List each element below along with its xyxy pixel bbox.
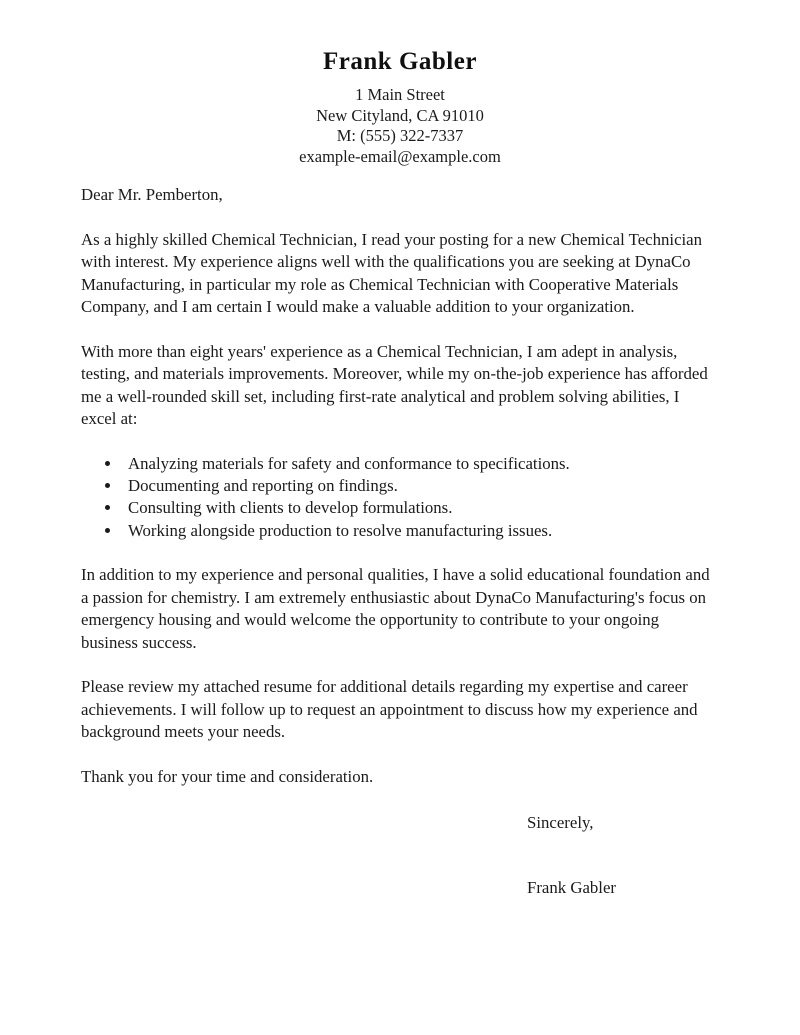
sender-phone: M: (555) 322-7337 — [336, 126, 464, 145]
signature-name: Frank Gabler — [527, 877, 617, 897]
letter-body — [0, 184, 800, 899]
letterhead — [0, 0, 800, 167]
paragraph-experience: With more than eight years' experience as a Chemical Technician, I am adept in analysis, testing, and materials improvements. Moreover, while my on-the-job experience has afforded me a well-rounded skill set, including first-rate analytical and problem solving abilities, I excel at: — [81, 341, 708, 428]
paragraph-follow-up: Please review my attached resume for additional details regarding my expertise and career achievements. I will follow up to request an appointment to discuss how my experience and background meets your needs. — [81, 677, 698, 742]
skills-bullet-list — [81, 453, 716, 543]
bullet-item: • Analyzing materials for safety and conformance to specifications. — [122, 453, 716, 475]
thank-you-line: Thank you for your time and consideration. — [81, 766, 374, 786]
closing-salutation: Sincerely, — [527, 813, 594, 833]
paragraph-education: In addition to my experience and personal qualities, I have a solid educational foundation and a passion for chemistry. I am extremely enthusiastic about DynaCo Manufacturing's focus on emergency housing and would welcome the opportunity to contribute to your ongoing business success. — [81, 565, 710, 652]
sender-email: example-email@example.com — [299, 146, 501, 166]
salutation: Dear Mr. Pemberton, — [81, 185, 223, 204]
bullet-item: • Working alongside production to resolve manufacturing issues. — [122, 520, 716, 542]
sender-city-state-zip: New Cityland, CA 91010 — [316, 105, 484, 125]
sender-name: Frank Gabler — [323, 48, 477, 75]
sender-street: 1 Main Street — [355, 85, 445, 104]
paragraph-introduction: As a highly skilled Chemical Technician, I read your posting for a new Chemical Technician with interest. My experience aligns well with the qualifications you are seeking at DynaCo Manufacturing, in particular my role as Chemical Technician with Cooperative Materials Company, and I am certain I would make a valuable addition to your organization. — [81, 229, 703, 316]
bullet-item: • Documenting and reporting on findings. — [122, 475, 716, 497]
bullet-item: • Consulting with clients to develop formulations. — [122, 497, 716, 519]
closing-block — [527, 812, 716, 899]
